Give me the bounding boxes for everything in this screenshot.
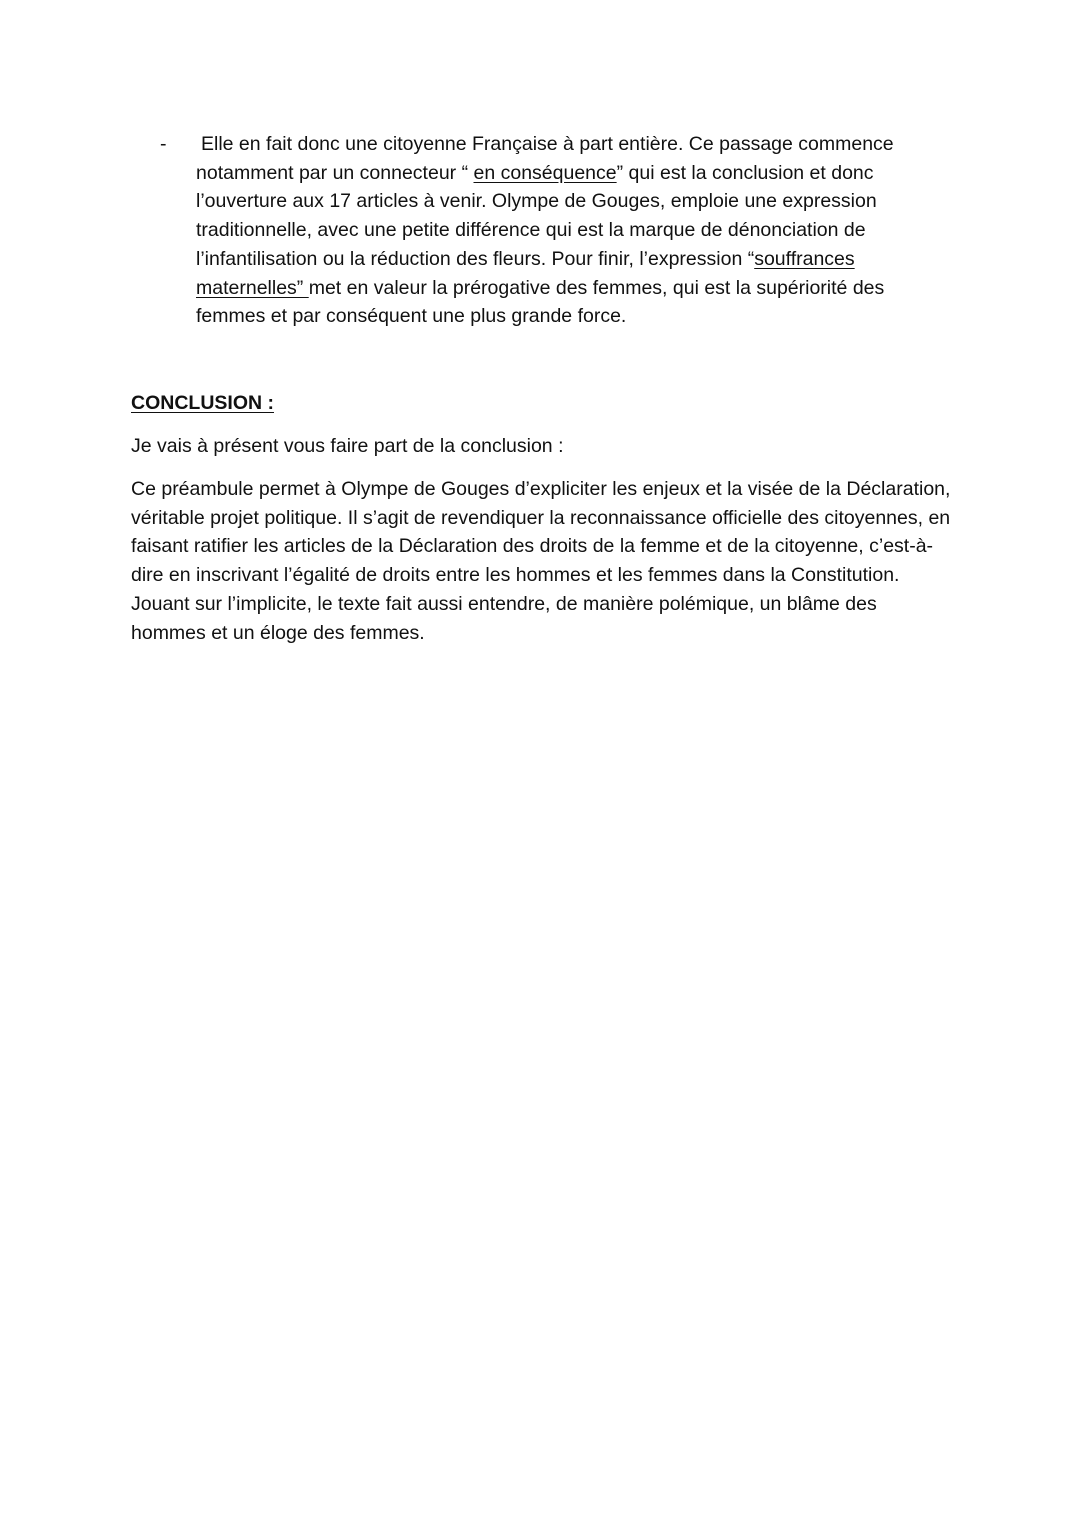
conclusion-heading: CONCLUSION : [131, 392, 274, 414]
bullet-paragraph [196, 130, 920, 331]
underlined-phrase-en-consequence: en conséquence [473, 161, 617, 184]
conclusion-paragraph: Ce préambule permet à Olympe de Gouges d’expliciter les enjeux et la visée de la Déclaration, véritable projet politique. Il s’agit de revendiquer la reconnaissance officielle des citoyennes, en faisant ratifier les articles de la Déclaration des droits de la femme et de la citoyenne, c’est-à-dire en inscrivant l’égalité de droits entre les hommes et les femmes dans la Constitution. Jouant sur l’implicite, le texte fait aussi entendre, de manière polémique, un blâme des hommes et un éloge des femmes. [131, 478, 951, 644]
conclusion-intro: Je vais à présent vous faire part de la conclusion : [131, 435, 564, 457]
underlined-phrase-souffrances-maternelles: souffrances maternelles” [196, 247, 855, 299]
bullet-text-part-1: Elle en fait donc une citoyenne Française à part entière. Ce passage commence notamment par un connecteur “ [196, 133, 894, 184]
bullet-text-part-2: ” qui est la conclusion et donc l’ouverture aux 17 articles à venir. Olympe de Gouges, emploie une expression traditionnelle, avec une petite différence qui est la marque de dénonciation de l’infantilisation ou la réduction des fleurs. Pour finir, l’expression “ [196, 161, 877, 270]
bullet-item [160, 130, 920, 331]
bullet-dash: - [160, 133, 167, 155]
bullet-text-part-3: met en valeur la prérogative des femmes, qui est la supériorité des femmes et par conséquent une plus grande force. [196, 276, 885, 328]
